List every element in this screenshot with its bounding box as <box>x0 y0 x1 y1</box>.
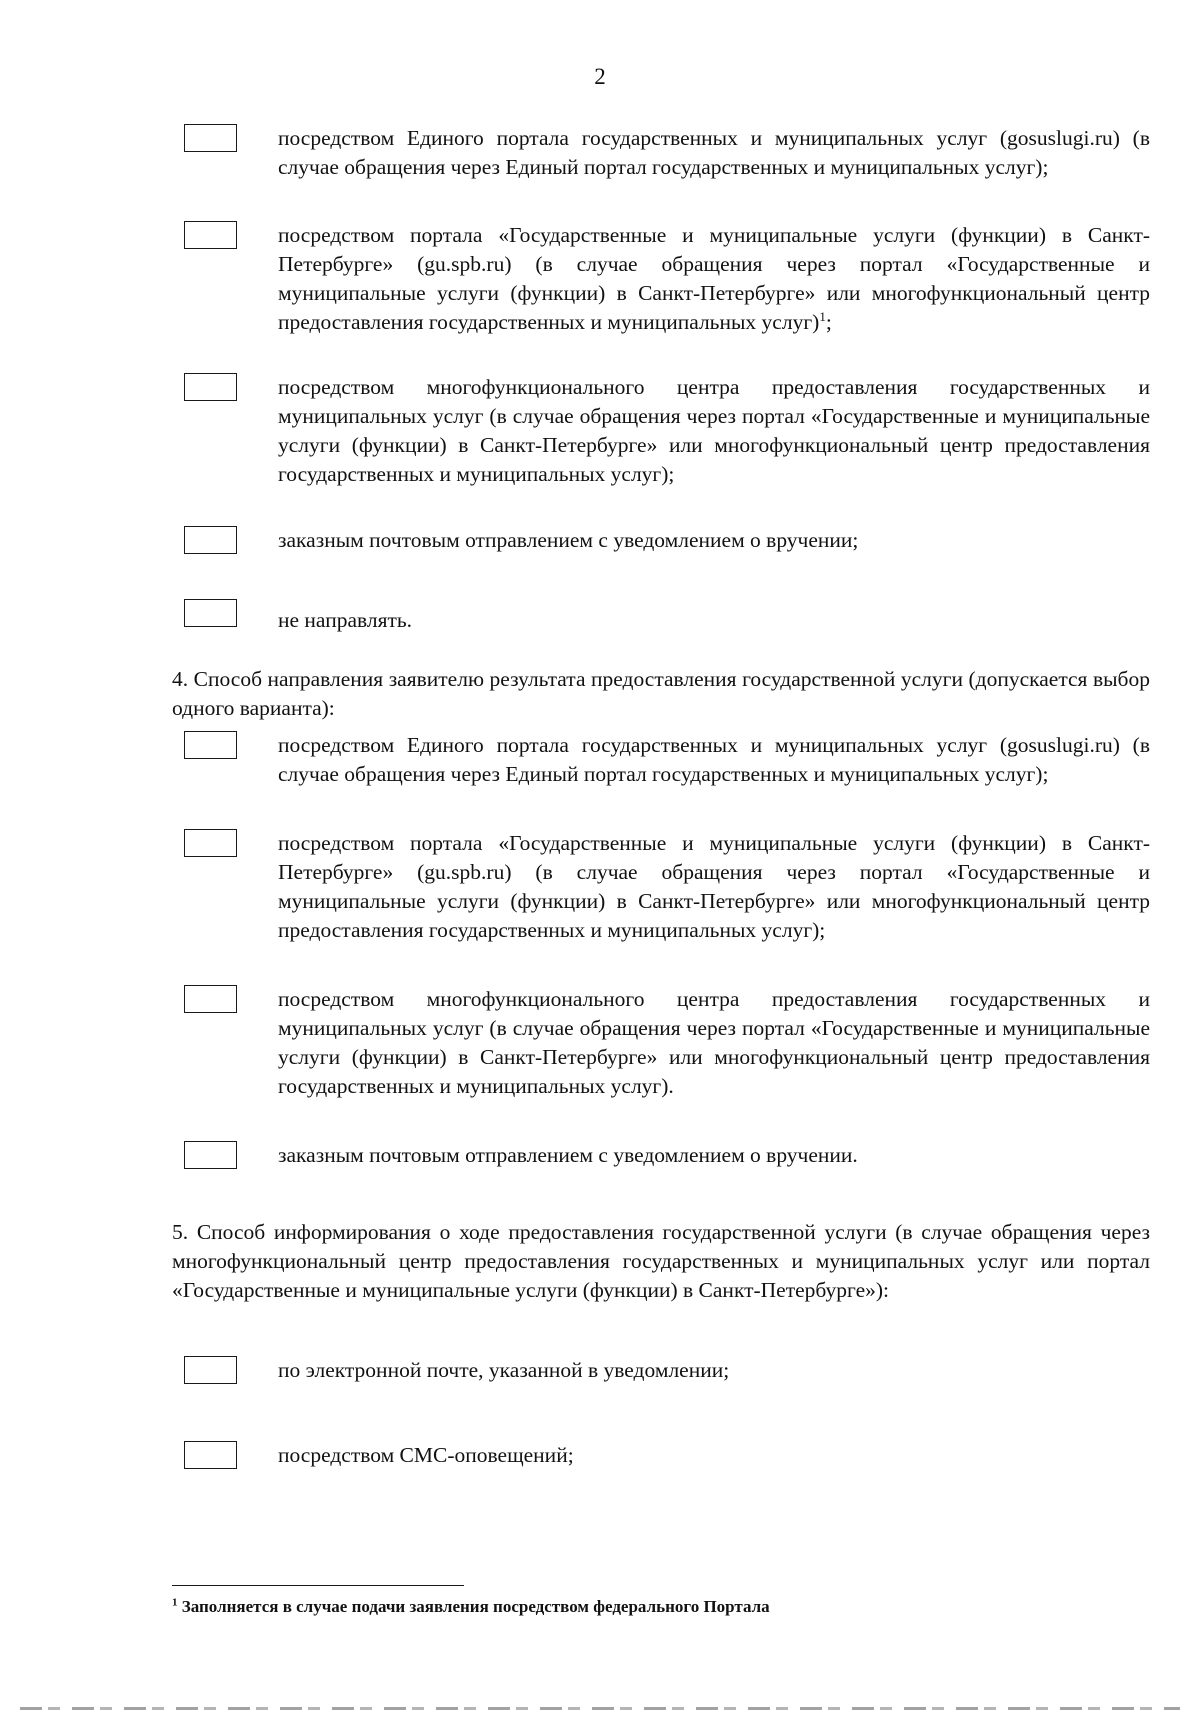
section-5-heading: 5. Способ информирования о ходе предоставления государственной услуги (в случае обращения через многофункциональный центр предоставления государственных и муниципальных услуг или портал «Государственные и муниципальные услуги (функции) в Санкт-Петербурге»): <box>172 1220 1150 1302</box>
option-checkbox[interactable] <box>184 1141 237 1169</box>
option-checkbox[interactable] <box>184 1356 237 1384</box>
option-checkbox[interactable] <box>184 526 237 554</box>
footnote <box>172 1596 770 1618</box>
option-text: заказным почтовым отправлением с уведомлением о вручении. <box>278 1143 858 1167</box>
option-checkbox[interactable] <box>184 599 237 627</box>
option-checkbox[interactable] <box>184 373 237 401</box>
option-text: посредством многофункционального центра предоставления государственных и муниципальных услуг (в случае обращения через портал «Государственные и муниципальные услуги (функции) в Санкт-Петербурге» или многофункциональный центр предоставления государственных и муниципальных услуг). <box>278 987 1150 1098</box>
footnote-text: Заполняется в случае подачи заявления посредством федерального Портала <box>177 1597 770 1616</box>
option-text <box>278 221 1150 337</box>
scan-edge-artifact <box>20 1707 1180 1710</box>
option-text-body: посредством портала «Государственные и муниципальные услуги (функции) в Санкт-Петербурге» (gu.spb.ru) (в случае обращения через портал «Государственные и муниципальные услуги (функции) в Санкт-Петербурге» или многофункциональный центр предоставления государственных и муниципальных услуг) <box>278 223 1150 334</box>
option-text: посредством Единого портала государственных и муниципальных услуг (gosuslugi.ru) (в случае обращения через Единый портал государственных и муниципальных услуг); <box>278 733 1150 786</box>
option-checkbox[interactable] <box>184 1441 237 1469</box>
option-checkbox[interactable] <box>184 124 237 152</box>
option-text: посредством Единого портала государственных и муниципальных услуг (gosuslugi.ru) (в случае обращения через Единый портал государственных и муниципальных услуг); <box>278 126 1150 179</box>
page-number: 2 <box>594 64 606 89</box>
option-text: заказным почтовым отправлением с уведомлением о вручении; <box>278 528 859 552</box>
option-text: посредством портала «Государственные и муниципальные услуги (функции) в Санкт-Петербурге» (gu.spb.ru) (в случае обращения через портал «Государственные и муниципальные услуги (функции) в Санкт-Петербурге» или многофункциональный центр предоставления государственных и муниципальных услуг); <box>278 831 1150 942</box>
option-text-suffix: ; <box>825 310 832 334</box>
option-text: посредством СМС-оповещений; <box>278 1443 574 1467</box>
option-text: не направлять. <box>278 608 413 632</box>
footnote-separator <box>172 1585 464 1586</box>
footnote-mark: 1 <box>172 1596 178 1609</box>
footnote-reference: 1 <box>819 308 826 324</box>
option-checkbox[interactable] <box>184 829 237 857</box>
option-text: посредством многофункционального центра предоставления государственных и муниципальных услуг (в случае обращения через портал «Государственные и муниципальные услуги (функции) в Санкт-Петербурге» или многофункциональный центр предоставления государственных и муниципальных услуг); <box>278 375 1150 486</box>
option-text: по электронной почте, указанной в уведомлении; <box>278 1358 730 1382</box>
option-checkbox[interactable] <box>184 221 237 249</box>
option-checkbox[interactable] <box>184 731 237 759</box>
option-checkbox[interactable] <box>184 985 237 1013</box>
section-4-heading: 4. Способ направления заявителю результата предоставления государственной услуги (допускается выбор одного варианта): <box>172 667 1150 720</box>
